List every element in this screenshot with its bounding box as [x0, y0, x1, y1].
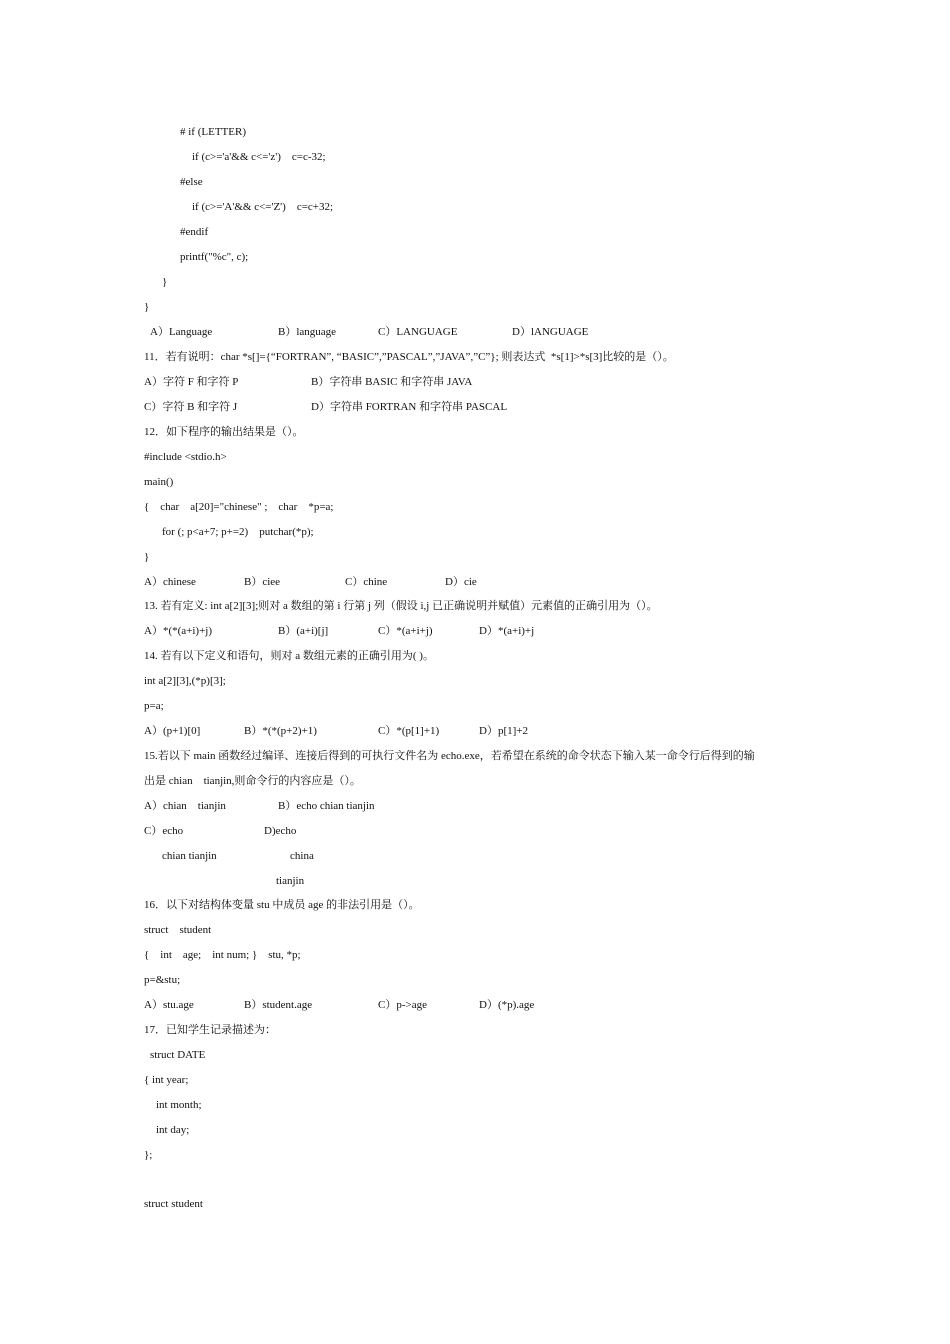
- q12-option-b: B）ciee: [244, 576, 281, 588]
- q10-option-d: D）lANGUAGE: [512, 326, 589, 338]
- code-line: main(): [144, 476, 174, 488]
- code-line: #include <stdio.h>: [144, 451, 227, 463]
- q16-option-d: D）(*p).age: [479, 999, 535, 1011]
- q14-option-a: A）(p+1)[0]: [144, 725, 201, 737]
- q17-stem: 17．已知学生记录描述为：: [144, 1024, 276, 1036]
- code-line: p=&stu;: [144, 974, 181, 986]
- q15-option-c: C）echo: [144, 825, 184, 837]
- code-line: p=a;: [144, 700, 164, 712]
- q10-option-c: C）LANGUAGE: [378, 326, 458, 338]
- q15-option-a: A）chian tianjin: [144, 800, 226, 812]
- q13-option-c: C）*(a+i+j): [378, 625, 433, 637]
- code-line: }: [162, 276, 168, 288]
- q12-option-c: C）chine: [345, 576, 388, 588]
- q14-option-c: C）*(p[1]+1): [378, 725, 440, 737]
- q13-stem: 13. 若有定义: int a[2][3];则对 a 数组的第 i 行第 j 列（假设 i,j 已正确说明并赋值）元素值的正确引用为（）。: [144, 600, 658, 612]
- q11-option-a: A）字符 F 和字符 P: [144, 376, 239, 388]
- q16-option-a: A）stu.age: [144, 999, 194, 1011]
- code-line: int month;: [156, 1099, 202, 1111]
- q16-option-b: B）student.age: [244, 999, 313, 1011]
- code-line: }: [144, 301, 150, 313]
- q15-option-d-line-2: china: [290, 850, 314, 862]
- code-line: int day;: [156, 1124, 190, 1136]
- code-line: { char a[20]="chinese" ; char *p=a;: [144, 501, 334, 513]
- code-line: { int year;: [144, 1074, 189, 1086]
- q11-option-c: C）字符 B 和字符 J: [144, 401, 238, 413]
- code-line: struct DATE: [150, 1049, 206, 1061]
- code-line: #endif: [180, 226, 209, 238]
- q14-option-d: D）p[1]+2: [479, 725, 528, 737]
- code-line: if (c>='A'&& c<='Z') c=c+32;: [192, 201, 334, 213]
- q11-option-d: D）字符串 FORTRAN 和字符串 PASCAL: [311, 401, 508, 413]
- q12-option-a: A）chinese: [144, 576, 196, 588]
- q14-stem: 14. 若有以下定义和语句，则对 a 数组元素的正确引用为( )。: [144, 650, 434, 662]
- q12-option-d: D）cie: [445, 576, 477, 588]
- code-line: # if (LETTER): [180, 126, 246, 138]
- code-line: for (; p<a+7; p+=2) putchar(*p);: [162, 526, 314, 538]
- code-line: printf("%c", c);: [180, 251, 249, 263]
- q13-option-b: B）(a+i)[j]: [278, 625, 329, 637]
- q16-stem: 16．以下对结构体变量 stu 中成员 age 的非法引用是（）。: [144, 899, 420, 911]
- q16-option-c: C）p->age: [378, 999, 427, 1011]
- q13-option-a: A）*(*(a+i)+j): [144, 625, 212, 637]
- code-line: #else: [180, 176, 203, 188]
- q11-stem: 11．若有说明：char *s[]={“FORTRAN”, “BASIC”,”PASCAL”,”JAVA”,”C”}; 则表达式 *s[1]>*s[3]比较的是（）。: [144, 351, 674, 363]
- code-line: { int age; int num; } stu, *p;: [144, 949, 301, 961]
- q15-option-b: B）echo chian tianjin: [278, 800, 375, 812]
- q10-option-b: B）language: [278, 326, 337, 338]
- code-line: int a[2][3],(*p)[3];: [144, 675, 226, 687]
- code-line: struct student: [144, 1198, 203, 1210]
- q10-option-a: A）Language: [150, 326, 213, 338]
- code-line: struct student: [144, 924, 212, 936]
- code-line: };: [144, 1149, 153, 1161]
- q15-option-d-line-3: tianjin: [276, 875, 305, 887]
- q11-option-b: B）字符串 BASIC 和字符串 JAVA: [311, 376, 473, 388]
- q14-option-b: B）*(*(p+2)+1): [244, 725, 317, 737]
- q15-stem-line-2: 出是 chian tianjin,则命令行的内容应是（）。: [144, 775, 361, 787]
- q12-stem: 12．如下程序的输出结果是（）。: [144, 426, 304, 438]
- code-line: if (c>='a'&& c<='z') c=c-32;: [192, 151, 326, 163]
- q15-stem-line-1: 15.若以下 main 函数经过编译、连接后得到的可执行文件名为 echo.exe，若希望在系统的命令状态下输入某一命令行后得到的输: [144, 750, 755, 762]
- q15-option-d: D)echo: [264, 825, 297, 837]
- code-line: }: [144, 551, 150, 563]
- q13-option-d: D）*(a+i)+j: [479, 625, 535, 637]
- q15-option-c-line-2: chian tianjin: [162, 850, 217, 862]
